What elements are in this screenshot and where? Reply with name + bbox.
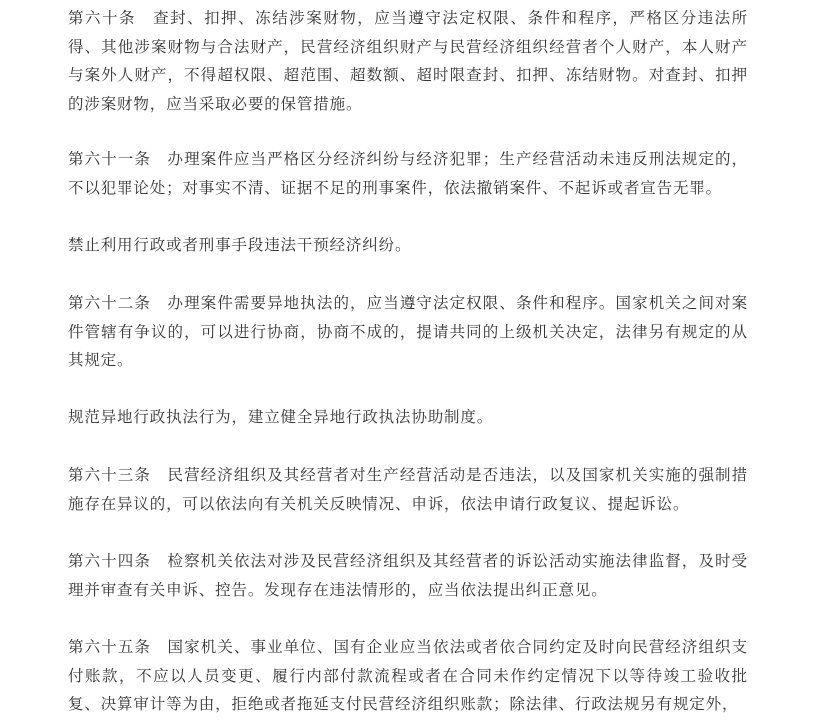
article-61-para-2: 禁止利用行政或者刑事手段违法干预经济纠纷。: [68, 236, 412, 254]
article-60: 第六十条 查封、扣押、冻结涉案财物，应当遵守法定权限、条件和程序，严格区分违法所得、其他涉案财物与合法财产，民营经济组织财产与民营经济组织经营者个人财产，本人财产与案外人财产，不得超权限、超范围、超数额、超时限查封、扣押、冻结财物。对查封、扣押的涉案财物，应当采取必要的保管措施。: [68, 9, 748, 113]
article-63: 第六十三条 民营经济组织及其经营者对生产经营活动是否违法，以及国家机关实施的强制措施存在异议的，可以依法向有关机关反映情况、申诉，依法申请行政复议、提起诉讼。: [68, 466, 748, 513]
article-62-para-2: 规范异地行政执法行为，建立健全异地行政执法协助制度。: [68, 408, 494, 426]
article-62: 第六十二条 办理案件需要异地执法的，应当遵守法定权限、条件和程序。国家机关之间对案件管辖有争议的，可以进行协商，协商不成的，提请共同的上级机关决定，法律另有规定的从其规定。: [68, 294, 748, 369]
article-64: 第六十四条 检察机关依法对涉及民营经济组织及其经营者的诉讼活动实施法律监督，及时受理并审查有关申诉、控告。发现存在违法情形的，应当依法提出纠正意见。: [68, 552, 748, 599]
article-65: 第六十五条 国家机关、事业单位、国有企业应当依法或者依合同约定及时向民营经济组织支付账款，不应以人员变更、履行内部付款流程或者在合同未作约定情况下以等待竣工验收批复、决算审计等为由，拒绝或者拖延支付民营经济组织账款；除法律、行政法规另有规定外，: [68, 638, 748, 713]
article-61: 第六十一条 办理案件应当严格区分经济纠纷与经济犯罪；生产经营活动未违反刑法规定的，不以犯罪论处；对事实不清、证据不足的刑事案件，依法撤销案件、不起诉或者宣告无罪。: [68, 150, 748, 197]
